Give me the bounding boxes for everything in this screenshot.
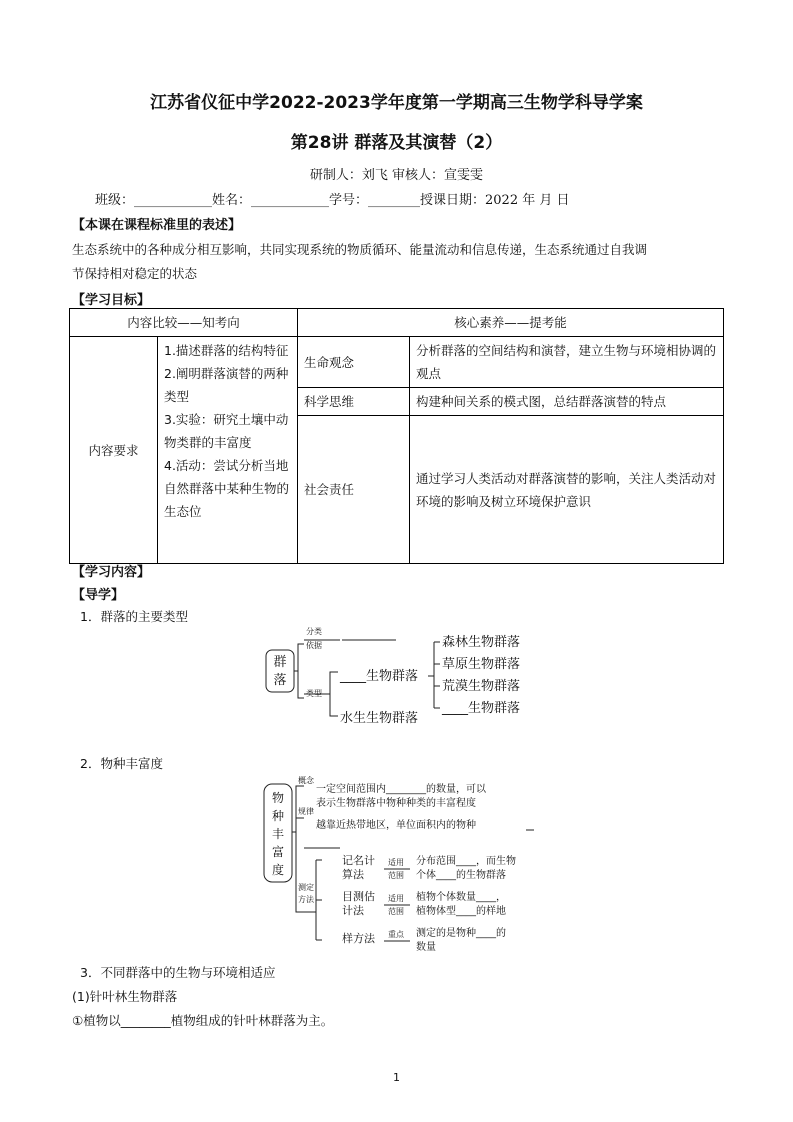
concept-text: 表示生物群落中物种种类的丰富程度 <box>316 798 476 809</box>
requirements-cell <box>158 337 298 564</box>
method-desc: 个体____的生物群落 <box>416 870 506 881</box>
species-richness-diagram <box>260 772 540 956</box>
guide-heading: 【导学】 <box>72 588 125 603</box>
method-name: 算法 <box>342 868 364 881</box>
goals-header-content: 内容比较——知考向 <box>70 309 298 337</box>
community-types-diagram <box>260 622 540 732</box>
authors-line: 研制人：刘飞 审核人：宣雯雯 <box>309 168 484 183</box>
requirement-item: 1.描述群落的结构特征 <box>164 343 289 358</box>
item-community-types: 1．群落的主要类型 <box>80 609 188 624</box>
goals-header-literacy: 核心素养——提考能 <box>298 309 724 337</box>
method-label: 测定 <box>298 883 314 892</box>
water-community: 水生生物群落 <box>340 711 419 726</box>
standard-text-line1: 生态系统中的各种成分相互影响，共同实现系统的物质循环、能量流动和信息传递，生态系统通过自我调 <box>72 242 648 257</box>
root-char: 群 <box>273 655 287 670</box>
page-number: 1 <box>393 1071 400 1084</box>
literacy-desc: 通过学习人类活动对群落演替的影响，关注人类活动对环境的影响及树立环境保护意识 <box>410 416 724 564</box>
root-char: 丰 <box>271 827 285 841</box>
leaf-community: ____生物群落 <box>442 701 521 716</box>
leaf-community: 森林生物群落 <box>442 635 521 650</box>
method-desc: 植物个体数量____， <box>416 892 506 903</box>
method-desc: 数量 <box>416 942 436 953</box>
item-species-richness: 2．物种丰富度 <box>80 756 163 771</box>
document-title: 江苏省仪征中学2022-2023学年度第一学期高三生物学科导学案 <box>150 93 643 113</box>
concept-label: 概念 <box>298 776 314 785</box>
root-char: 物 <box>271 791 285 805</box>
method-desc: 分布范围____，而生物 <box>416 856 516 867</box>
root-char: 落 <box>273 673 287 688</box>
standard-heading: 【本课在课程标准里的表述】 <box>72 218 242 233</box>
type-label: 类型 <box>306 689 322 698</box>
rule-label: 规律 <box>298 807 314 816</box>
item-adaptation: 3．不同群落中的生物与环境相适应 <box>80 965 276 980</box>
literacy-desc: 分析群落的空间结构和演替，建立生物与环境相协调的观点 <box>410 337 724 388</box>
land-community: ____生物群落 <box>340 669 419 684</box>
method-desc: 测定的是物种____的 <box>416 928 506 939</box>
learning-goals-table <box>69 308 724 564</box>
goals-heading: 【学习目标】 <box>72 293 151 308</box>
standard-text-line2: 节保持相对稳定的状态 <box>72 266 198 281</box>
method-tag: 适用 <box>388 858 404 867</box>
student-info-line: 班级：____________姓名：____________学号：________授课日期：2022 年 月 日 <box>95 193 570 208</box>
leaf-community: 荒漠生物群落 <box>442 679 521 694</box>
coniferous-subheading: (1)针叶林生物群落 <box>72 989 178 1004</box>
rule-text: 越靠近热带地区，单位面积内的物种 <box>316 820 476 831</box>
literacy-name: 社会责任 <box>298 416 410 564</box>
method-tag: 范围 <box>388 907 404 916</box>
requirement-row-label: 内容要求 <box>70 337 158 564</box>
concept-text: 一定空间范围内________的数量，可以 <box>316 784 486 795</box>
method-desc: 植物体型____的样地 <box>416 906 506 917</box>
literacy-desc: 构建种间关系的模式图，总结群落演替的特点 <box>410 388 724 416</box>
root-char: 种 <box>271 809 285 823</box>
method-tag: 适用 <box>388 894 404 903</box>
requirement-item: 3.实验：研究土壤中动物类群的丰富度 <box>164 412 289 450</box>
literacy-name: 生命观念 <box>298 337 410 388</box>
basis-label: 分类 <box>306 627 322 636</box>
basis-label: 依据 <box>306 641 322 650</box>
method-tag: 重点 <box>388 930 404 939</box>
method-name: 样方法 <box>342 932 375 945</box>
leaf-community: 草原生物群落 <box>442 657 521 672</box>
method-tag: 范围 <box>388 871 404 880</box>
method-name: 记名计 <box>342 854 375 867</box>
coniferous-line: ①植物以________植物组成的针叶林群落为主。 <box>72 1013 334 1028</box>
content-heading: 【学习内容】 <box>72 565 151 580</box>
lesson-title: 第28讲 群落及其演替（2） <box>290 133 503 153</box>
requirement-item: 4.活动：尝试分析当地自然群落中某种生物的生态位 <box>164 458 290 519</box>
literacy-name: 科学思维 <box>298 388 410 416</box>
root-char: 度 <box>271 863 285 877</box>
method-label: 方法 <box>298 895 314 904</box>
root-char: 富 <box>271 845 285 859</box>
method-name: 计法 <box>342 904 364 917</box>
requirement-item: 2.阐明群落演替的两种类型 <box>164 366 289 404</box>
method-name: 目测估 <box>342 890 375 903</box>
